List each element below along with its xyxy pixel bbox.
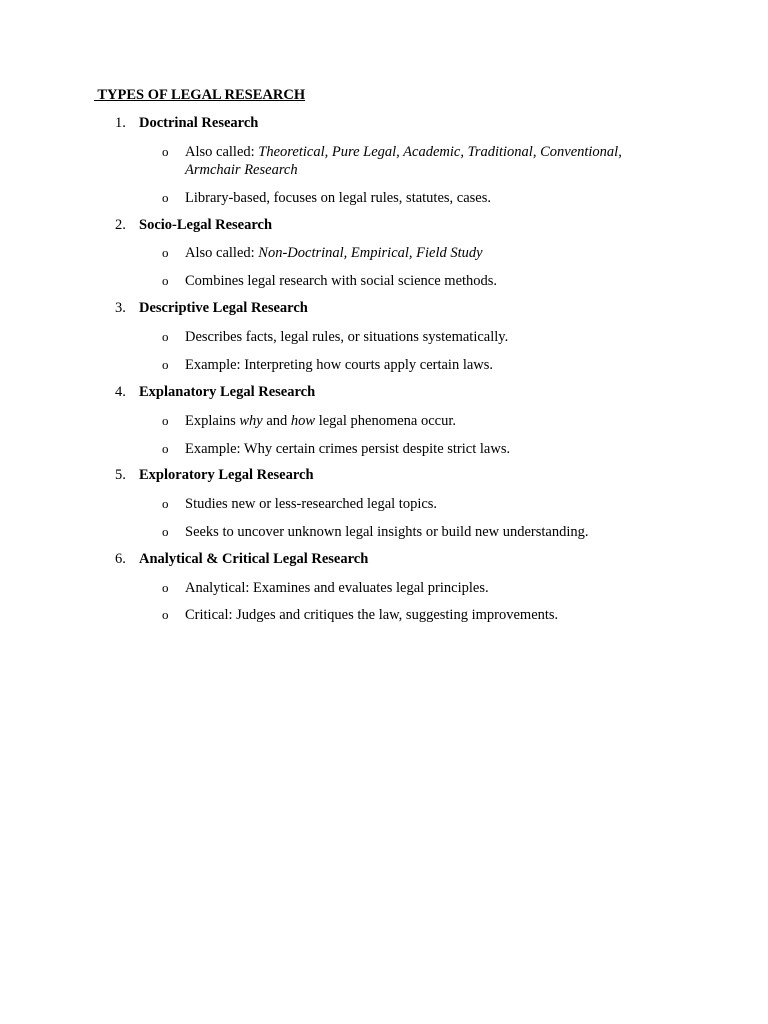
bullet-icon: o [162, 329, 169, 344]
bullet-icon: o [162, 413, 169, 428]
section-title: Explanatory Legal Research [139, 384, 316, 400]
bullet-icon: o [162, 190, 169, 205]
bullet-text: Describes facts, legal rules, or situations systematically. [185, 329, 509, 345]
bullet-icon: o [162, 144, 169, 159]
bullet-text [185, 244, 665, 262]
bullet-icon: o [162, 245, 169, 260]
section-title: Analytical & Critical Legal Research [139, 551, 369, 567]
bullet-icon: o [162, 441, 169, 456]
bullet-icon: o [162, 273, 169, 288]
section-title: Exploratory Legal Research [139, 467, 314, 483]
bullet-text: Seeks to uncover unknown legal insights or build new understanding. [185, 524, 589, 540]
section-title: Doctrinal Research [139, 115, 259, 131]
bullet-text: Example: Why certain crimes persist despite strict laws. [185, 441, 511, 457]
bullet-text-part: Explains [185, 413, 240, 429]
bullet-text [185, 412, 665, 430]
bullet-text [185, 143, 665, 179]
bullet-emphasis: Non-Doctrinal, Empirical, Field Study [258, 245, 483, 261]
bullet-text-part: and [262, 413, 291, 429]
bullet-text: Combines legal research with social science methods. [185, 273, 498, 289]
bullet-icon: o [162, 524, 169, 539]
bullet-text: Analytical: Examines and evaluates legal principles. [185, 580, 489, 596]
bullet-text-part: legal phenomena occur. [315, 413, 457, 429]
section-title: Socio-Legal Research [139, 217, 273, 233]
bullet-emphasis: why [239, 413, 263, 429]
bullet-text: Library-based, focuses on legal rules, statutes, cases. [185, 190, 492, 206]
bullet-text: Example: Interpreting how courts apply certain laws. [185, 357, 494, 373]
section-number: 2. [115, 217, 126, 233]
bullet-icon: o [162, 496, 169, 511]
bullet-prefix: Also called: [185, 245, 259, 261]
bullet-icon: o [162, 607, 169, 622]
section-number: 5. [115, 467, 126, 483]
bullet-icon: o [162, 580, 169, 595]
bullet-emphasis: Theoretical, Pure Legal, Academic, Traditional, Conventional, Armchair Research [185, 144, 622, 178]
page-title: TYPES OF LEGAL RESEARCH [94, 87, 306, 103]
bullet-prefix: Also called: [185, 144, 259, 160]
bullet-emphasis: how [290, 413, 316, 429]
section-number: 1. [115, 115, 126, 131]
section-number: 3. [115, 300, 126, 316]
bullet-icon: o [162, 357, 169, 372]
section-number: 6. [115, 551, 126, 567]
section-title: Descriptive Legal Research [139, 300, 308, 316]
section-number: 4. [115, 384, 126, 400]
bullet-text: Critical: Judges and critiques the law, suggesting improvements. [185, 607, 559, 623]
bullet-text: Studies new or less-researched legal topics. [185, 496, 438, 512]
